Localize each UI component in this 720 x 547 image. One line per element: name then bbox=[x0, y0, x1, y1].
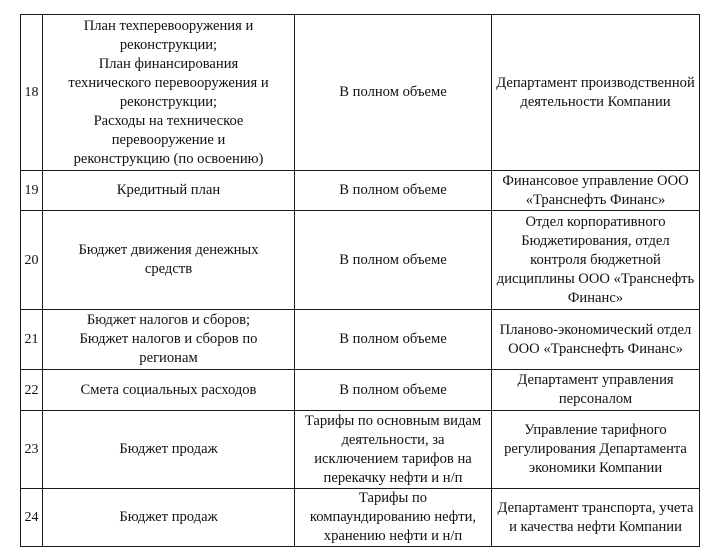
text-line: перекачку нефти и н/п bbox=[323, 469, 463, 486]
text-line: Финансовое управление ООО bbox=[502, 172, 689, 189]
text-line: реконструкции; bbox=[119, 36, 218, 53]
budget-responsibility-table bbox=[20, 14, 700, 547]
text-line: технического перевооружения и bbox=[68, 74, 269, 91]
text-line: Управление тарифного bbox=[524, 422, 667, 438]
text-line: экономики Компании bbox=[528, 460, 663, 476]
department-cell bbox=[492, 171, 700, 211]
text-line: Отдел корпоративного bbox=[525, 213, 666, 230]
text-line: Расходы на техническое bbox=[93, 112, 244, 129]
department-cell bbox=[492, 489, 700, 547]
text-line: План финансирования bbox=[98, 55, 239, 72]
row-number: 23 bbox=[21, 411, 43, 489]
text-line: дисциплины ООО «Транснефть bbox=[496, 270, 695, 287]
row-number: 24 bbox=[21, 489, 43, 547]
department-cell bbox=[492, 310, 700, 370]
volume-cell bbox=[295, 15, 492, 171]
text-line: В полном объеме bbox=[339, 381, 447, 398]
row-number: 19 bbox=[21, 171, 43, 211]
document-cell bbox=[43, 171, 295, 211]
text-line: реконструкции; bbox=[119, 93, 218, 110]
text-line: Финанс» bbox=[567, 289, 624, 306]
document-cell bbox=[43, 370, 295, 411]
department-cell bbox=[492, 411, 700, 489]
text-line: Тарифы по основным видам bbox=[304, 412, 482, 429]
table-row bbox=[21, 489, 700, 547]
volume-cell bbox=[295, 211, 492, 310]
table-row bbox=[21, 310, 700, 370]
text-line: контроля бюджетной bbox=[530, 251, 661, 268]
document-cell bbox=[43, 211, 295, 310]
text-line: ООО «Транснефть Финанс» bbox=[508, 340, 683, 357]
volume-cell bbox=[295, 489, 492, 547]
text-line: Планово-экономический отдел bbox=[499, 321, 692, 338]
text-line: Бюджет налогов и сборов; bbox=[86, 312, 251, 328]
volume-cell bbox=[295, 370, 492, 411]
text-line: Тарифы по bbox=[358, 490, 428, 506]
text-line: Бюджет продаж bbox=[119, 509, 218, 525]
volume-cell bbox=[295, 411, 492, 489]
text-line: реконструкцию (по освоению) bbox=[73, 150, 264, 167]
text-line: Бюджет движения денежных bbox=[78, 242, 259, 258]
text-line: персоналом bbox=[558, 391, 633, 407]
text-line: Кредитный план bbox=[116, 182, 221, 198]
text-line: Смета социальных расходов bbox=[80, 381, 257, 398]
text-line: План техперевооружения и bbox=[83, 17, 254, 34]
department-cell bbox=[492, 15, 700, 171]
document-cell bbox=[43, 310, 295, 370]
text-line: Департамент производственной bbox=[496, 74, 695, 91]
text-line: исключением тарифов на bbox=[314, 450, 472, 467]
text-line: регулирования Департамента bbox=[504, 441, 687, 457]
text-line: В полном объеме bbox=[339, 251, 447, 268]
text-line: «Транснефть Финанс» bbox=[525, 191, 666, 208]
document-cell bbox=[43, 15, 295, 171]
text-line: средств bbox=[144, 261, 193, 277]
row-number: 21 bbox=[21, 310, 43, 370]
volume-cell bbox=[295, 171, 492, 211]
text-line: деятельности, за bbox=[341, 431, 445, 448]
department-cell bbox=[492, 370, 700, 411]
text-line: регионам bbox=[139, 350, 198, 366]
table-row bbox=[21, 211, 700, 310]
table-body bbox=[21, 15, 700, 547]
text-line: и качества нефти Компании bbox=[509, 518, 682, 535]
text-line: В полном объеме bbox=[339, 182, 447, 198]
text-line: Департамент управления bbox=[517, 372, 674, 388]
department-cell bbox=[492, 211, 700, 310]
text-line: Бюджетирования, отдел bbox=[521, 232, 670, 249]
text-line: Бюджет налогов и сборов по bbox=[79, 331, 258, 347]
volume-cell bbox=[295, 310, 492, 370]
row-number: 22 bbox=[21, 370, 43, 411]
text-line: В полном объеме bbox=[339, 84, 447, 100]
table-row bbox=[21, 15, 700, 171]
text-line: перевооружение и bbox=[111, 131, 226, 148]
text-line: Департамент транспорта, учета bbox=[497, 499, 694, 516]
text-line: деятельности Компании bbox=[520, 93, 671, 110]
text-line: компаундированию нефти, bbox=[309, 509, 477, 525]
text-line: В полном объеме bbox=[339, 331, 447, 347]
table-row bbox=[21, 370, 700, 411]
text-line: хранению нефти и н/п bbox=[323, 528, 463, 544]
table-row bbox=[21, 171, 700, 211]
document-cell bbox=[43, 489, 295, 547]
row-number: 20 bbox=[21, 211, 43, 310]
text-line: Бюджет продаж bbox=[119, 441, 218, 457]
row-number: 18 bbox=[21, 15, 43, 171]
document-cell bbox=[43, 411, 295, 489]
table-row bbox=[21, 411, 700, 489]
